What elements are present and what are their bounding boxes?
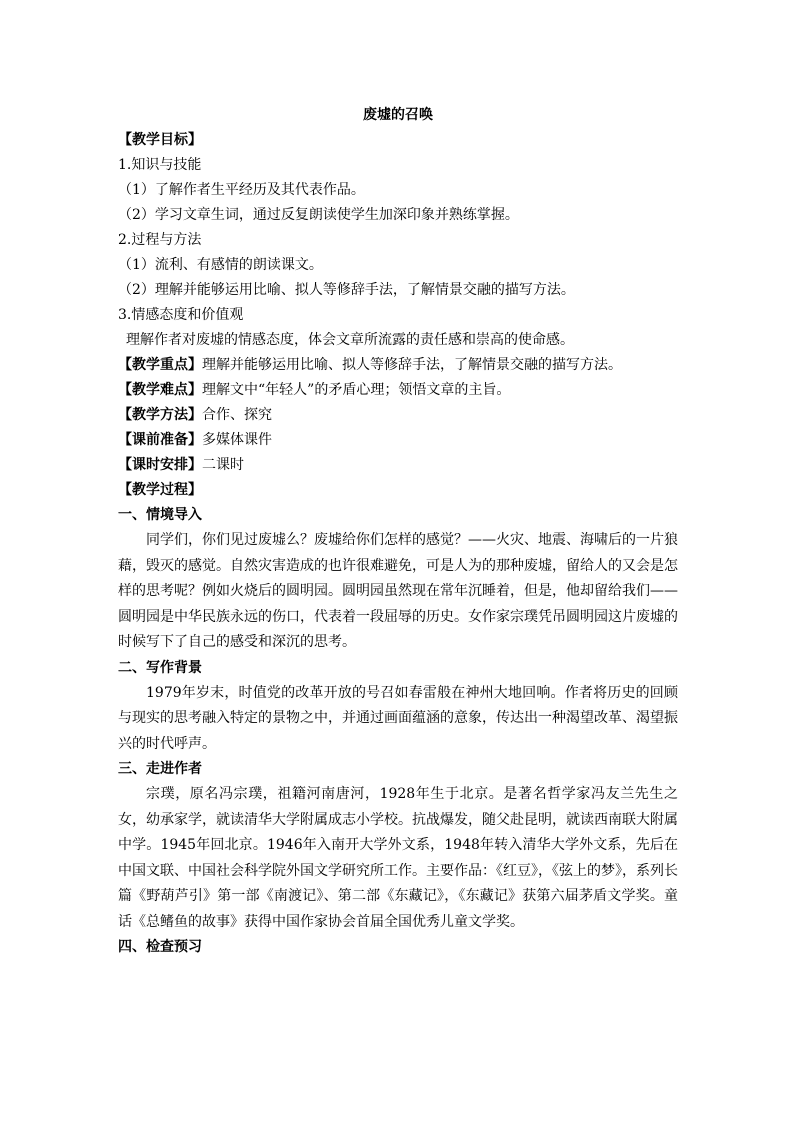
section-3-heading: 三、走进作者 <box>118 761 202 777</box>
goal-1a: （1）了解作者生平经历及其代表作品。 <box>118 182 365 198</box>
goal-2-heading: 2.过程与方法 <box>118 232 202 248</box>
section-3-paragraph: 宗璞，原名冯宗璞，祖籍河南唐河，1928年生于北京。是著名哲学家冯友兰先生之女，幼承家学，就读清华大学附属成志小学校。抗战爆发，随父赴昆明，就读西南联大附属中学。1945年回北京。1946年入南开大学外文系，1948年转入清华大学外文系，先后在中国文联、中国社会科学院外国文学研究所工作。主要作品：《红豆》，《弦上的梦》，系列长篇《野葫芦引》第一部《南渡记》、第二部《东藏记》，《东藏记》获第六届茅盾文学奖。童话《总鳍鱼的故事》获得中国作家协会首届全国优秀儿童文学奖。 <box>118 786 678 930</box>
goals-heading: 【教学目标】 <box>118 132 202 148</box>
hours-row <box>118 453 678 478</box>
hours-heading: 【课时安排】 <box>118 457 202 473</box>
document-body <box>118 103 678 960</box>
goal-3a: 理解作者对废墟的情感态度，体会文章所流露的责任感和崇高的使命感。 <box>126 332 574 348</box>
method-heading: 【教学方法】 <box>118 407 202 423</box>
section-2-heading: 二、写作背景 <box>118 659 202 676</box>
hours-text: 二课时 <box>202 457 244 473</box>
difficulty-row <box>118 378 678 403</box>
prep-row <box>118 428 678 453</box>
key-point-heading: 【教学重点】 <box>118 357 202 373</box>
difficulty-heading: 【教学难点】 <box>118 382 202 398</box>
key-point-row <box>118 353 678 378</box>
prep-text: 多媒体课件 <box>202 432 272 448</box>
prep-heading: 【课前准备】 <box>118 432 202 448</box>
method-text: 合作、探究 <box>202 407 272 423</box>
goal-1b: （2）学习文章生词，通过反复朗读使学生加深印象并熟练掌握。 <box>118 207 519 223</box>
method-row <box>118 403 678 428</box>
key-point-text: 理解并能够运用比喻、拟人等修辞手法，了解情景交融的描写方法。 <box>202 357 622 373</box>
goal-2a: （1）流利、有感情的朗读课文。 <box>118 257 323 273</box>
section-2-paragraph: 1979年岁末，时值党的改革开放的号召如春雷般在神州大地回响。作者将历史的回顾与现实的思考融入特定的景物之中，并通过画面蕴涵的意象，传达出一种渴望改革、渴望振兴的时代呼声。 <box>118 684 678 752</box>
process-heading: 【教学过程】 <box>118 482 202 498</box>
difficulty-text: 理解文中“年轻人”的矛盾心理；领悟文章的主旨。 <box>202 382 511 398</box>
goal-3-heading: 3.情感态度和价值观 <box>118 307 244 323</box>
section-1-heading: 一、情境导入 <box>118 507 202 523</box>
section-1-paragraph: 同学们，你们见过废墟么？废墟给你们怎样的感觉？——火灾、地震、海啸后的一片狼藉，毁灭的感觉。自然灾害造成的也许很难避免，可是人为的那种废墟，留给人的又会是怎样的思考呢？例如火烧后的圆明园。圆明园虽然现在常年沉睡着，但是，他却留给我们——圆明园是中华民族永远的伤口，代表着一段屈辱的历史。女作家宗璞凭吊圆明园这片废墟的时候写下了自己的感受和深沉的思考。 <box>118 532 678 650</box>
goal-2b: （2）理解并能够运用比喻、拟人等修辞手法，了解情景交融的描写方法。 <box>118 282 575 298</box>
page-title: 废墟的召唤 <box>363 107 433 123</box>
section-4-heading: 四、检查预习 <box>118 939 202 955</box>
goal-1-heading: 1.知识与技能 <box>118 157 202 173</box>
